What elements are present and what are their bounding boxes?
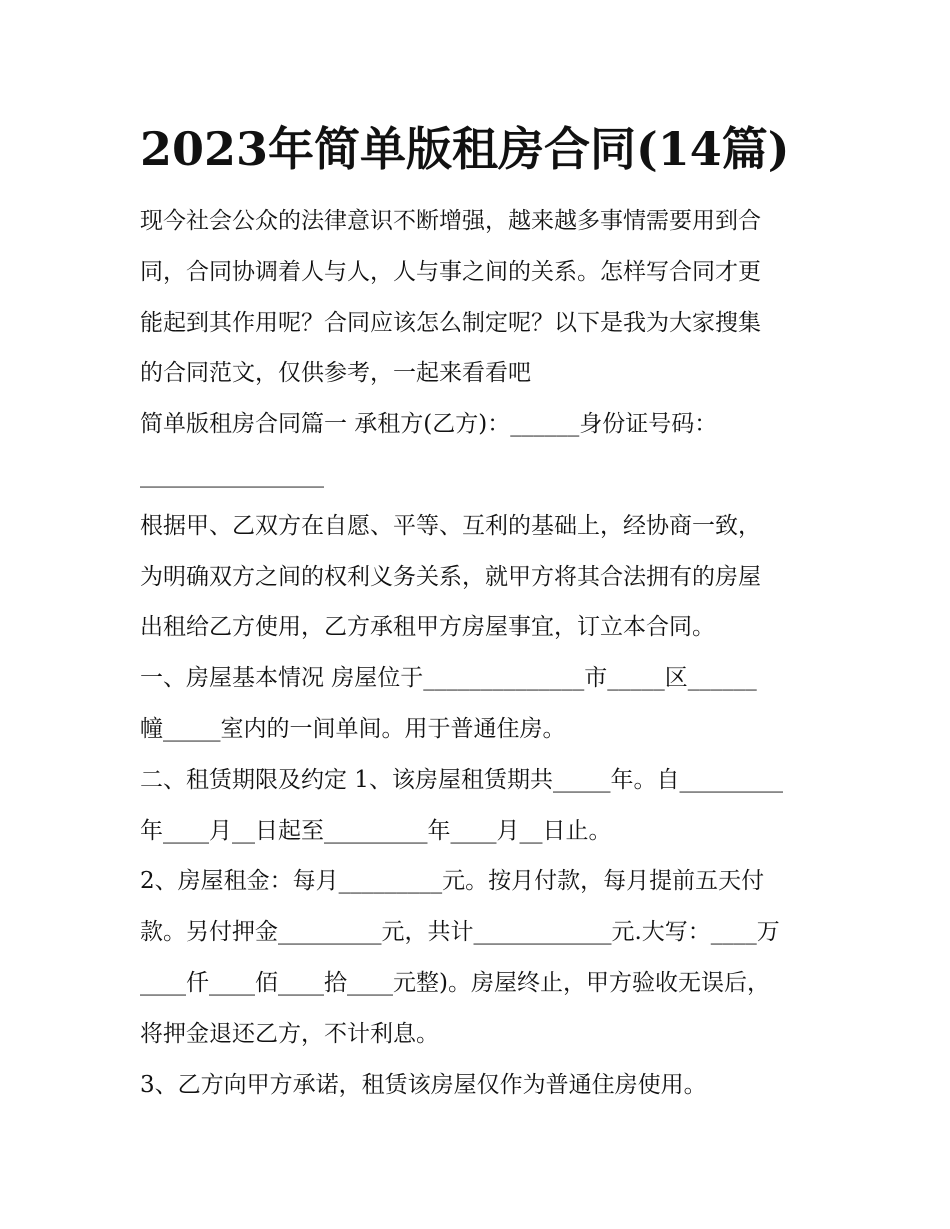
body-line: 同，合同协调着人与人，人与事之间的关系。怎样写合同才更	[140, 258, 761, 285]
body-line: 为明确双方之间的权利义务关系，就甲方将其合法拥有的房屋	[140, 563, 761, 590]
body-line: 2、房屋租金：每月_________元。按月付款，每月提前五天付	[140, 868, 765, 895]
body-line: ________________	[140, 461, 324, 488]
body-line: 一、房屋基本情况 房屋位于______________市_____区______	[140, 665, 757, 692]
body-line: 简单版租房合同篇一 承租方(乙方)：______身份证号码：	[140, 411, 718, 438]
body-line: 幢_____室内的一间单间。用于普通住房。	[140, 715, 566, 742]
body-line: 将押金退还乙方，不计利息。	[140, 1020, 439, 1047]
document-page	[140, 112, 820, 1110]
body-line: 年____月__日起至_________年____月__日止。	[140, 817, 612, 844]
body-line: 现今社会公众的法律意识不断增强，越来越多事情需要用到合	[140, 208, 761, 234]
body-line: 根据甲、乙双方在自愿、平等、互利的基础上，经协商一致，	[140, 512, 761, 539]
body-line: 的合同范文，仅供参考，一起来看看吧	[140, 360, 531, 387]
body-line: 3、乙方向甲方承诺，租赁该房屋仅作为普通住房使用。	[140, 1071, 707, 1098]
body-line: 二、租赁期限及约定 1、该房屋租赁期共_____年。自_________	[140, 766, 783, 793]
body-line: 能起到其作用呢？合同应该怎么制定呢？以下是我为大家搜集	[140, 309, 761, 336]
document-title: 2023年简单版租房合同(14篇)	[140, 122, 790, 176]
body-line: 款。另付押金_________元，共计____________元.大写：____万	[140, 919, 780, 946]
body-line: ____仟____佰____拾____元整)。房屋终止，甲方验收无误后，	[140, 969, 770, 996]
body-line: 出租给乙方使用，乙方承租甲方房屋事宜，订立本合同。	[140, 614, 715, 641]
document-body	[140, 196, 820, 1110]
